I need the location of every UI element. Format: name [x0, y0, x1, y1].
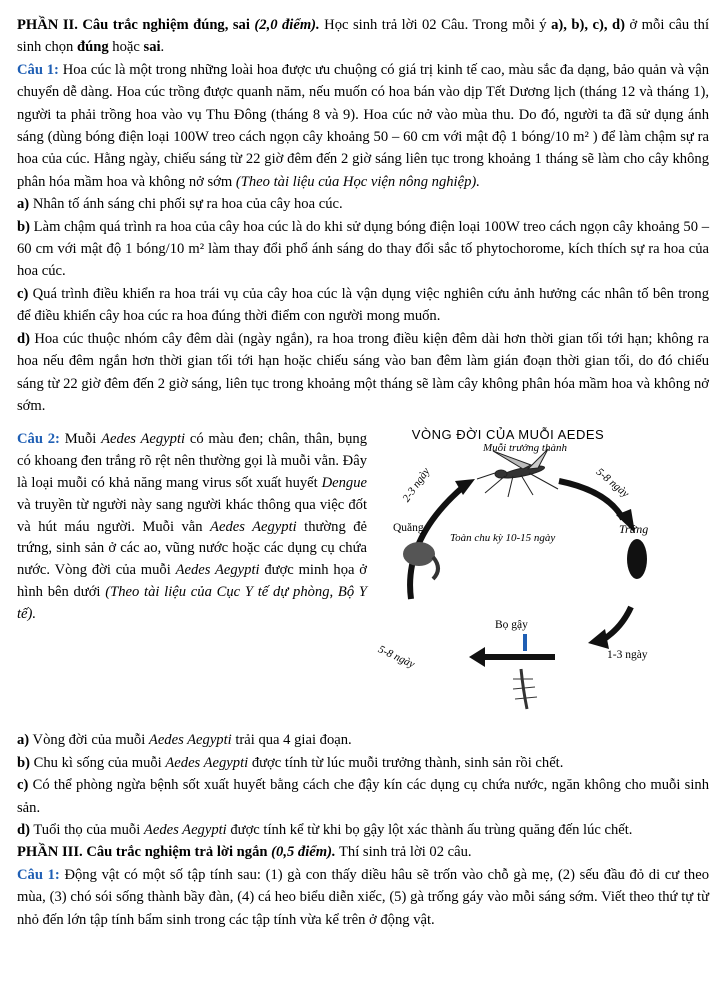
- q2-species: Aedes Aegypti: [101, 431, 186, 448]
- q1-option-b: [17, 216, 709, 283]
- q2-d-text-2: được tính kể từ khi bọ gậy lột xác thành ấu trùng quăng đến lúc chết.: [226, 821, 633, 838]
- label-days-1: 2-3 ngày: [400, 465, 433, 505]
- q2-stem: [17, 429, 367, 625]
- label-days-2: 5-8 ngày: [593, 466, 632, 501]
- part3-q1-label: Câu 1:: [17, 866, 60, 883]
- q1-source: (Theo tài liệu của Học viện nông nghiệp).: [235, 173, 480, 190]
- q2-species-3: Aedes Aegypti: [175, 562, 260, 579]
- q1-a-label: a): [17, 196, 30, 213]
- q2-b-label: b): [17, 754, 30, 771]
- q2-a-text-1: Vòng đời của muỗi: [29, 732, 149, 749]
- adult-mosquito-icon: [477, 449, 558, 497]
- part3-q1-text: Động vật có một số tập tính sau: (1) gà con thấy diều hâu sẽ trốn vào chỗ gà mẹ, (2) sếu đầu đỏ di cư theo mùa, (3) chó sói sống thành bầy đàn, (4) cá heo biểu diễn xiếc, (5) gà trống gáy vào mỗi sáng sớm. Viết theo thứ tự từ nhỏ đến lớn tập tính bẩm sinh trong các tập tính vừa kể trên ở động vật.: [17, 866, 709, 928]
- part3-title: PHẦN III. Câu trắc nghiệm trả lời ngắn: [17, 844, 272, 861]
- q2-body-3: và truyền từ người này sang người khác thông qua việc đốt và hút máu người. Muỗi vằn: [17, 496, 367, 535]
- q1-c-label: c): [17, 285, 29, 302]
- part2-score: (2,0 điểm).: [254, 17, 320, 33]
- q2-species-2: Aedes Aegypti: [210, 518, 297, 535]
- part2-options: a), b), c), d): [551, 17, 625, 33]
- part3-heading: [17, 841, 709, 863]
- q1-c-text: Quá trình điều khiển ra hoa trái vụ của cây hoa cúc là vận dụng việc nghiên cứu ảnh hưởng các nhân tố bên trong để điều khiển cây hoa cúc ra hoa đúng thời điểm con người mong muốn.: [17, 285, 709, 325]
- q2-option-d: [17, 819, 709, 841]
- q2-dengue: Dengue: [321, 474, 367, 491]
- q2-d-text-1: Tuổi thọ của muỗi: [29, 821, 144, 838]
- q2-b-text-2: được tính từ lúc muỗi trưởng thành, sinh sản rồi chết.: [248, 754, 564, 771]
- q1-b-label: b): [17, 218, 30, 235]
- q2-block: [17, 429, 709, 729]
- q2-a-text-2: trải qua 4 giai đoạn.: [231, 732, 352, 749]
- egg-icon: [627, 539, 647, 579]
- q2-a-species: Aedes Aegypti: [148, 732, 232, 749]
- q2-d-label: d): [17, 821, 30, 838]
- part3-score: (0,5 điểm).: [271, 844, 336, 861]
- q2-option-c: [17, 774, 709, 819]
- part2-hoac: hoặc: [108, 39, 144, 56]
- q1-a-text: Nhân tố ánh sáng chi phối sự ra hoa của cây hoa cúc.: [29, 196, 343, 213]
- exam-page: [17, 14, 709, 931]
- part2-dung: đúng: [77, 39, 109, 56]
- q2-label: Câu 2:: [17, 431, 60, 448]
- q1-d-text: Hoa cúc thuộc nhóm cây đêm dài (ngày ngắn), ra hoa trong điều kiện đêm dài hơn thời gian tối tới hạn; không ra hoa nếu đêm ngắn hơn thời gian tối tới hạn hoặc chiếu sáng vào ban đêm làm gián đoạn thời gian tối, do đó chiếu sáng từ 22 giờ đêm đến 2 giờ sáng, liên tục trong khoảng một tháng sẽ làm cây không phân hóa mầm hoa và không nở sớm.: [17, 330, 709, 414]
- q2-body-1: Muỗi: [59, 431, 102, 448]
- part2-instruction: Học sinh trả lời 02 Câu. Trong mỗi ý: [319, 17, 552, 33]
- q2-option-a: [17, 729, 709, 751]
- part2-end: .: [160, 39, 165, 56]
- q1-b-text: Làm chậm quá trình ra hoa của cây hoa cúc là do khi sử dụng bóng điện loại 100W treo cách ngọn cây khoảng 50 – 60 cm với mật độ 1 bóng/10 m² làm thay đổi phổ ánh sáng do thay đổi sắc tố phytochorome, kích thích sự ra hoa của hoa cúc.: [17, 218, 709, 280]
- q2-a-label: a): [17, 732, 30, 749]
- label-cycle-total: Toàn chu kỳ 10-15 ngày: [450, 532, 556, 545]
- part2-title: PHẦN II. Câu trắc nghiệm đúng, sai: [17, 17, 255, 33]
- q2-c-text: Có thể phòng ngừa bệnh sốt xuất huyết bằng cách che đậy kín các dụng cụ chứa nước, ngăn không cho muỗi sinh sản.: [17, 777, 709, 816]
- q2-source: (Theo tài liệu của Cục Y tế dự phòng, Bộ Y tế).: [17, 583, 367, 622]
- q1-stem: [17, 59, 709, 193]
- q2-body-4: thường đẻ trứng, sinh sản ở các ao, vũng nước hoặc các dụng cụ chứa nước. Vòng đời của muỗi: [17, 518, 367, 579]
- part3-instruction: Thí sinh trả lời 02 câu.: [335, 844, 472, 861]
- q1-d-label: d): [17, 330, 30, 347]
- mosquito-lifecycle-figure: [373, 429, 709, 709]
- q1-option-a: [17, 193, 709, 215]
- q1-body: Hoa cúc là một trong những loài hoa được ưu chuộng có giá trị kinh tế cao, màu sắc đa dạng, bảo quản và vận chuyển dễ dàng. Hoa cúc trồng được quanh năm, nếu muốn có hoa bán vào dịp Tết Dương lịch (tháng 12 và tháng 1), người ta phải trồng hoa vào vụ Thu Đông (tháng 8 và 9). Hoa cúc nở vào mùa thu. Do đó, người ta đã sử dụng ánh sáng (dùng bóng điện loại 100W treo cách ngọn cây khoảng 50 – 60 cm với mật độ 1 bóng/10 m² ) để làm chậm sự ra hoa của cúc. Hằng ngày, chiếu sáng từ 22 giờ đêm đến 2 giờ sáng liên tục trong khoảng 1 tháng sẽ làm cho cây không phân hóa mầm hoa và không nở sớm: [17, 61, 709, 190]
- label-egg: Trứng: [619, 522, 649, 537]
- q2-body-5: được minh họa ở hình bên dưới: [17, 562, 367, 600]
- q2-b-species: Aedes Aegypti: [165, 754, 249, 771]
- figure-title: VÒNG ĐỜI CỦA MUỖI AEDES: [411, 427, 605, 443]
- q2-body-2: có màu đen; chân, thân, bụng có khoang đen trắng rõ rệt nên thường gọi là muỗi vằn. Đây là loại muỗi có khả năng mang virus sốt xuất huyết: [17, 431, 368, 491]
- q1-option-d: [17, 328, 709, 418]
- q2-b-text-1: Chu kì sống của muỗi: [29, 754, 166, 771]
- q2-d-species: Aedes Aegypti: [143, 821, 227, 838]
- q2-c-label: c): [17, 777, 29, 794]
- part2-sai: sai: [143, 39, 161, 56]
- label-adult: Muỗi trưởng thành: [483, 442, 567, 455]
- label-days-3: 5-8 ngày: [376, 643, 417, 671]
- part2-instruction-2: ở mỗi câu thí sinh chọn: [17, 17, 710, 56]
- label-days-4: 1-3 ngày: [607, 649, 648, 662]
- label-pupa: Quăng: [393, 522, 424, 535]
- larva-icon: [513, 669, 537, 709]
- part2-heading: [17, 14, 709, 59]
- q2-option-b: [17, 752, 709, 774]
- q1-label: Câu 1:: [17, 61, 59, 78]
- part3-q1: [17, 864, 709, 931]
- label-larva: Bọ gậy: [495, 619, 528, 632]
- q1-option-c: [17, 283, 709, 328]
